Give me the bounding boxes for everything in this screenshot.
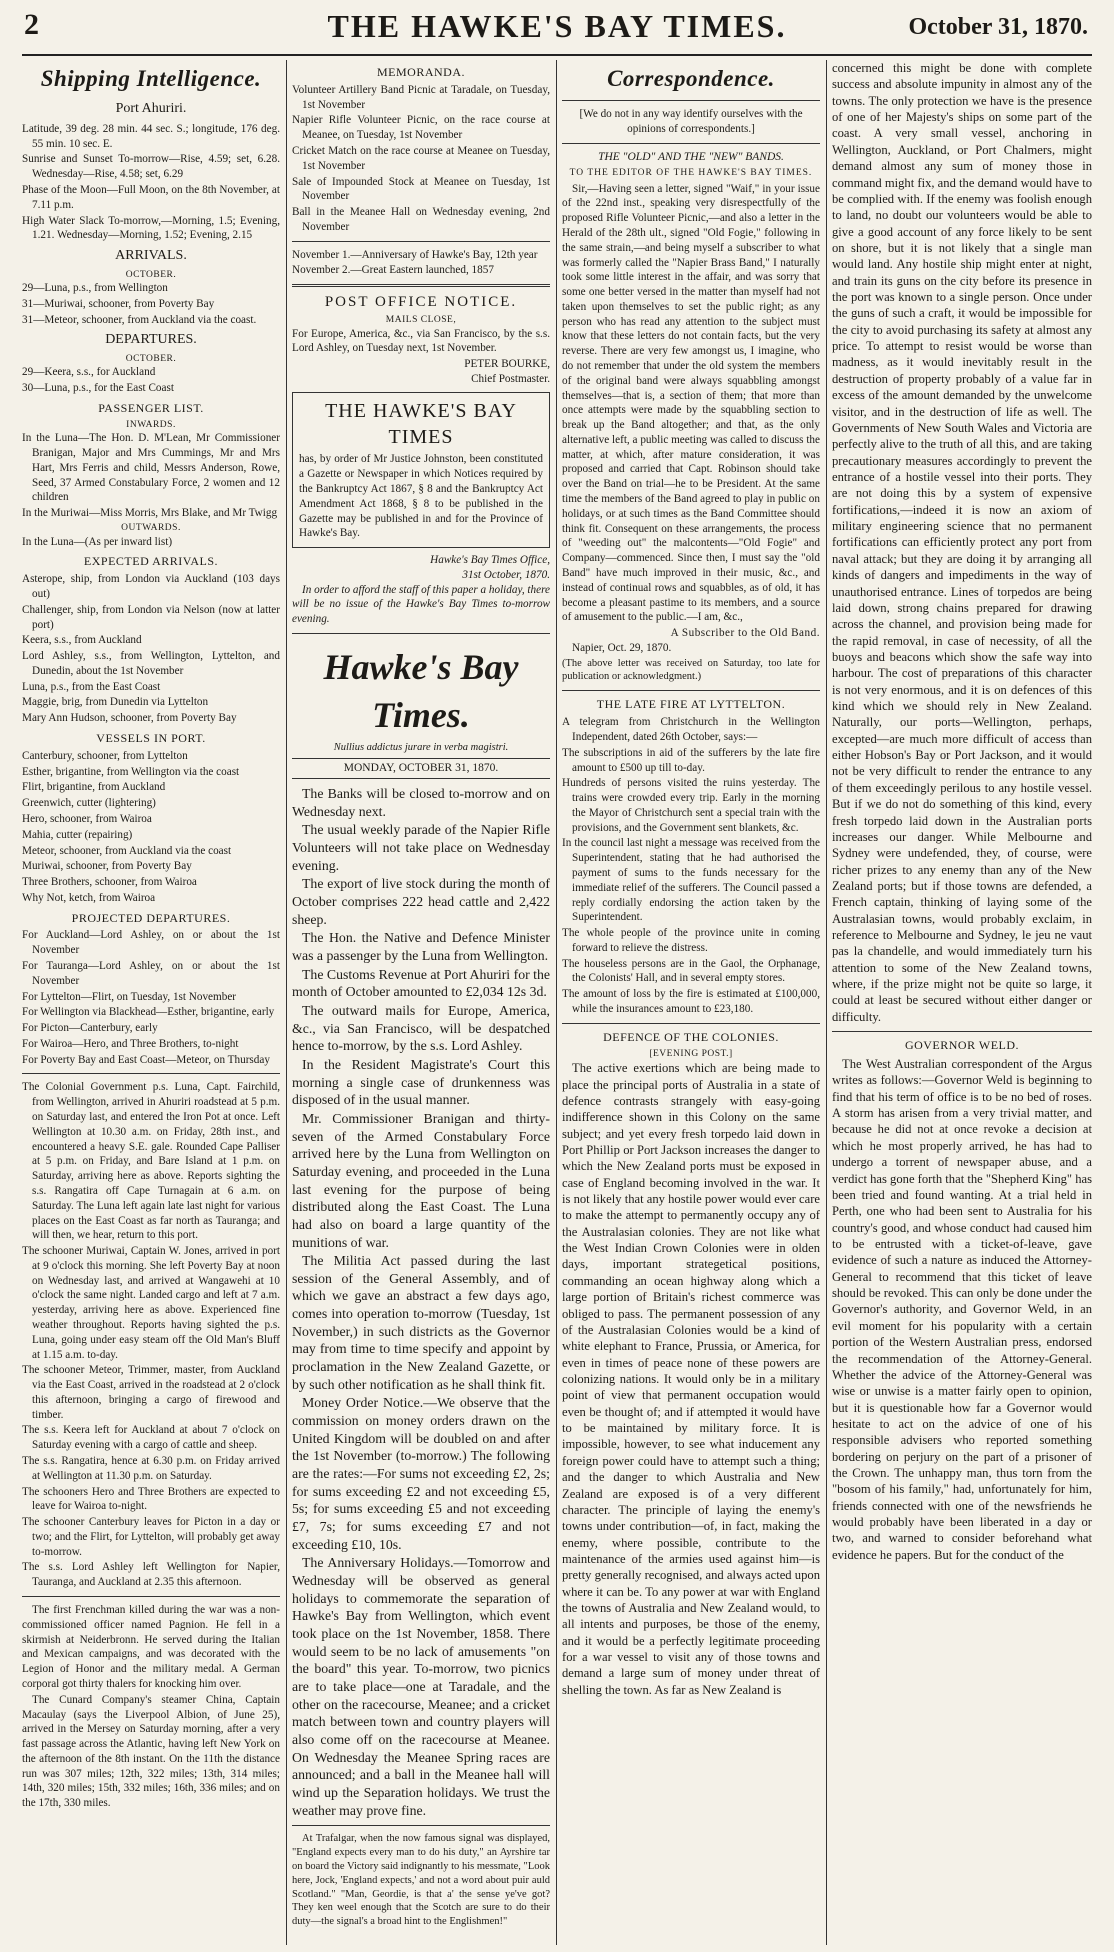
- editorial-paragraph: Mr. Commissioner Branigan and thirty-seven of the Armed Constabulary Force arrived here by the Luna from Wellington on Saturday evening, and proceeded in the Luna last evening for the purpose of being distributed along the East Coast. The Luna had also on board a large quantity of the munitions of war.: [292, 1110, 550, 1250]
- shipping-reports: [22, 1080, 280, 1590]
- anniversary-item: November 2.—Great Eastern launched, 1857: [292, 264, 494, 277]
- letter-place: Napier, Oct. 29, 1870.: [572, 641, 672, 654]
- port-heading: Port Ahuriri.: [115, 101, 187, 117]
- editorial-paragraph: Money Order Notice.—We observe that the commission on money orders drawn on the United Kingdom will be doubled on and after the 1st November (to-morrow.) The following are the rates:—For sums not exceeding £2, 2s; for sums exceeding £2 and not exceeding £5, 5s; for sums exceeding £5 and not exceeding £7, 7s; for sums exceeding £7 and not exceeding £10, 10s.: [292, 1395, 550, 1552]
- port-info: [22, 122, 280, 243]
- holiday-notice: In order to afford the staff of this paper a holiday, there will be no issue of the Hawke's Bay Times to-morrow evening.: [292, 583, 550, 626]
- fire-paragraph: The whole people of the province unite in coming forward to relieve the distress.: [562, 927, 820, 954]
- divider: [832, 1031, 1092, 1032]
- editorial-paragraph: The outward mails for Europe, America, &c., via San Francisco, will be despatched hence to-morrow, by the s.s. Lord Ashley.: [292, 1002, 550, 1054]
- divider: [292, 241, 550, 242]
- motto: Nullius addictus jurare in verba magistri.: [333, 742, 509, 754]
- divider: [292, 633, 550, 634]
- vessel-in-port: Three Brothers, schooner, from Wairoa: [22, 876, 197, 889]
- letter-body: Sir,—Having seen a letter, signed "Waif," in your issue of the 22nd inst., speaking very disrespectfully of the proposed Rifle Volunteer Picnic,—and also a letter in the Herald of the 28th ult., signed "Old Fogie," following in the same strain,—and being myself a subscriber to what was formerly called the "Napier Brass Band," I naturally took some little interest in the affair, and was sorry that some one better versed in the matter than myself had not taken upon themselves to set the public right; as any person who has read any attention to the subject must know that these letters do not contain facts, but the very reverse. There are very few amongst us, I imagine, who do not remember that under the old system the members of the original band were always squabbling amongst themselves—that is, a section of them; that more than once attempts were made by the squabbling section to break up the Band altogether; and that, as the only alternative left, a public meeting was called to discuss the matter, at which, after mature consideration, it was proposed and carried that Capt. Robinson should take over the Band on trial—he to be President. At the same time the members of the Band agreed to play in public on holidays, or at such times as the Band Committee should think fit. Consequent on these arrangements, the process of "weeding out" the malcontents—"Old Fogie" and Company—commenced. Since then, I must say the "old Band" have much improved in their music, &c., and instead of continual rows and squabbles, as of old, it has become a pleasant pastime to its members, and a source of amusement to the public.—I am, &c.,: [562, 182, 820, 624]
- divider: [22, 1596, 280, 1597]
- projected-item: For Picton—Canterbury, early: [22, 1022, 158, 1035]
- editorial-paragraphs: [292, 785, 550, 1819]
- cunard-paragraph: The Cunard Company's steamer China, Captain Macaulay (says the Liverpool Albion, of June 25), arrived in the Mersey on Saturday morning, after a very fast passage across the Atlantic, having left New York on the afternoon of the 8th instant. On the 11th the distance run was 307 miles; 12th, 322 miles; 13th, 314 miles; 14th, 320 miles; 15th, 332 miles; 16th, 336 miles; and on the 17th, 330 miles.: [22, 1693, 280, 1810]
- letter-to: TO THE EDITOR OF THE HAWKE'S BAY TIMES.: [569, 168, 813, 179]
- arrivals-month: OCTOBER.: [125, 269, 177, 280]
- letter-signature: A Subscriber to the Old Band.: [670, 627, 820, 640]
- nameplate: Hawke's Bay Times.: [323, 647, 519, 735]
- shipping-report: The schooner Canterbury leaves for Picton in a day or two; and the Flirt, for Lyttelton, will probably get away to-morrow.: [22, 1516, 280, 1558]
- expected-item: Lord Ashley, s.s., from Wellington, Lyttelton, and Dunedin, about the 1st November: [22, 650, 280, 677]
- port-info-line: High Water Slack To-morrow,—Morning, 1.5; Evening, 1.21. Wednesday—Morning, 1.52; Evening, 2.15: [22, 214, 280, 242]
- departures-heading: DEPARTURES.: [105, 332, 197, 348]
- office-line: Hawke's Bay Times Office,: [430, 554, 550, 567]
- projected-item: For Tauranga—Lord Ashley, on or about the 1st November: [22, 960, 280, 987]
- inward-passengers: In the Luna—The Hon. D. M'Lean, Mr Commissioner Branigan, Major and Mrs Cummings, Mr and Mrs Hart, Mrs Ferris and child, Messrs Anderson, Rowe, Seed, 37 Armed Constabulary Force, 2 women and 12 children: [22, 432, 280, 504]
- shipping-report: The s.s. Rangatira, hence at 6.30 p.m. on Friday arrived at Wellington at 11.30 p.m. on Saturday.: [22, 1455, 280, 1482]
- divider: [292, 1825, 550, 1826]
- expected-list: [22, 572, 280, 726]
- departures-month: OCTOBER.: [125, 353, 177, 364]
- defence-heading: DEFENCE OF THE COLONIES.: [603, 1029, 779, 1044]
- gazette-notice-title: THE HAWKE'S BAY TIMES: [325, 399, 517, 449]
- projected-item: For Poverty Bay and East Coast—Meteor, on Thursday: [22, 1053, 270, 1066]
- issue-date: October 31, 1870.: [908, 14, 1088, 40]
- post-office-heading: POST OFFICE NOTICE.: [324, 294, 518, 311]
- defence-body: The active exertions which are being made to place the principal ports of Australia in a state of defence contrasts strangely with easy-going indifference shown in this Colony on the same subject; and yet every fresh torpedo laid down in Port Phillip or Port Jackson increases the danger to which the New Zealand ports must be exposed in case of England becoming involved in the war. It is not likely that any hostile power would ever care to make the attempt to permanently occupy any of the Australasian colonies. They are not like what the West Indian Crown Colonies were in olden days, important strategetical positions, commanding an ocean highway along which a large portion of Britain's richest commerce was obliged to pass. The permanent possession of any of the Australasian Colonies would be a kind of white elephant to France, Prussia, or America, for even in times of peace none of these powers are colonizing nations. It would only be in a military point of view that permanent occupation would even be thought of; and if attempted it would have to be maintained by military force. It is impossible, however, to see what inducement any foreign power could have to attempt such a thing; and the danger to which Australia and New Zealand are exposed is of a very different character. The principle of laying the enemy's towns under contribution—of, in fact, making the enemy, where possible, contribute to the maintenance of the armies used against him—is pretty generally recognised, and always acted upon where it can be. To any power at war with England the towns of Australia and New Zealand would, to all intents and purposes, be those of the enemy, and it would be a perfectly legitimate proceeding for a war vessel to visit any of those towns and demand a large sum of money under threat of shelling the town. As far as New Zealand is: [562, 1061, 820, 1697]
- trafalgar-paragraph: At Trafalgar, when the now famous signal was displayed, "England expects every man to do his duty," an Ayrshire tar on board the Victory said indignantly to his messmate, "Look here, Jock, 'England expects,' and not a word about puir auld Scotland." "Man, Geordie, is that a' the sense ye've got? They ken weel enough that the Scotch are sure to do their duty—the signal's a broad hint to the Englishmen!": [292, 1833, 550, 1928]
- in-port-heading: VESSELS IN PORT.: [96, 730, 206, 745]
- shipping-report: The s.s. Keera left for Auckland at about 7 o'clock on Saturday evening with a cargo of cattle and sheep.: [22, 1424, 280, 1452]
- projected-item: For Auckland—Lord Ashley, on or about the 1st November: [22, 929, 280, 957]
- divider: [562, 100, 820, 101]
- editorial-paragraph: The Customs Revenue at Port Ahuriri for the month of October amounted to £2,034 12s 3d.: [292, 966, 550, 1000]
- editorial-paragraph: The Anniversary Holidays.—Tomorrow and Wednesday will be observed as general holidays to commemorate the separation of Hawke's Bay from Wellington, which event took place on the 1st November, 1858. There would seem to be no lack of amusements "on the board" this year. To-morrow, two picnics are to take place—one at Taradale, and the other on the racecourse, Meanee; and a cricket match between town and country players will also come off on the racecourse at Meanee. On Wednesday the Meanee Spring races are announced; and a ball in the Meanee hall will wind up the Separation holidays. We trust the weather may prove fine.: [292, 1555, 550, 1818]
- frenchman-paragraph: The first Frenchman killed during the war was a non-commissioned officer named Pagnion. He fell in a skirmish at Neiderbronn. He served during the Italian and Mexican campaigns, and was decorated with the Legion of Honor and the military medal. A German corporal got thirty thalers for knocking him over.: [22, 1604, 280, 1690]
- arrivals-heading: ARRIVALS.: [115, 248, 187, 264]
- column-shipping: [22, 60, 280, 1945]
- defence-continued: concerned this might be done with complete success and absolute impunity in almost any of the towns. The only protection we have is the presence of one of her Majesty's ships on some part of the coast. A very small vessel, anchoring in Wellington, Auckland, or Port Chalmers, might demand almost any sum of money those in command might fix, and the demand would have to be complied with. If the enemy was foolish enough to land, no doubt our volunteers would be able to give a good account of any force likely to be sent on shore, but it is not likely that a single man would land. Any hostile ship might enter at night, and train its guns on the city before its presence in the port was known to a single person. Once under the guns of such a craft, it would be impossible for the city to avoid purchasing its safety at almost any price. To attempt to resist would be worse than madness, as it would inevitably result in the destruction of property probably of a value far in excess of the amount demanded by the unwelcome visitor, and in the destruction of life as well. The Governments of New South Wales and Victoria are perfectly alive to the truth of all this, and are taking precautionary measures accordingly to prevent the entrance of a hostile vessel into their ports. They are not doing this by a system of expensive fortifications,—indeed it is now an axiom of military engineering science that no permanent fortifications can efficiently protect any port from naval attack; but they are doing it by arranging all kinds of dangers and impediments in the way of unauthorised entrance. Lines of torpedos are being laid down, strong chains prepared for drawing across the channel, and provision being made for the rapid removal, in case of necessity, of all the buoys and beacons which show the safe way into harbour. The cost of preparations of this character is not very enormous, and it is on defences of this kind which we should rely in New Zealand. Naturally, our ports—Wellington, perhaps, excepted—are much more difficult of access than either Hobson's Bay or Port Jackson, and it would not be very difficult to render the entrance to any of them exceedingly perilous to any hostile vessel. But if we do not do something of this kind, every fresh torpedo laid down in the Australian ports increases our danger. While Melbourne and Sydney were undefended, they, of course, were richer prizes to any enemy than any of the New Zealand ports; but if those towns are defended, a French captain, thinking of laying some of the Australasian towns, would probably exclaim, in reference to Melbourne and Sydney, le jeu ne vaut pas la chandelle, and would immediately turn his attention to some of the New Zealand towns, where, if the prize might not be quite so large, it could at least be secured without either danger or difficulty.: [832, 61, 1092, 1024]
- fire-heading: THE LATE FIRE AT LYTTELTON.: [596, 697, 786, 712]
- arrival-item: 31—Muriwai, schooner, from Poverty Bay: [22, 297, 215, 310]
- shipping-heading: Shipping Intelligence.: [40, 66, 262, 91]
- fire-paragraphs: [562, 715, 820, 1017]
- expected-item: Challenger, ship, from London via Nelson (now at latter port): [22, 603, 280, 631]
- port-info-line: Latitude, 39 deg. 28 min. 44 sec. S.; longitude, 176 deg. 55 min. 10 sec. E.: [22, 122, 280, 150]
- expected-item: Maggie, brig, from Dunedin via Lyttelton: [22, 696, 209, 709]
- outwards-label: OUTWARDS.: [121, 523, 181, 534]
- shipping-report: The schooners Hero and Three Brothers are expected to leave for Wairoa to-night.: [22, 1485, 280, 1513]
- weld-body: The West Australian correspondent of the Argus writes as follows:—Governor Weld is beginning to find that his term of office is to be no bed of roses. A storm has arisen from a very trivial matter, and because he did not at once revoke a decision at which he most properly arrived, he has had to undergo a torrent of newspaper abuse, and a verdict has gone forth that the "Shepherd King" has been tried and found wanting. At a trial held in Perth, one who had been sent to Australia for his country's good, and whose conduct had caused him to be entrusted with a ticket-of-leave, gave evidence of such a nature as induced the Attorney-General to recommend that this ticket of leave should be revoked. This can only be done under the Governor's authority, and Governor Weld, in an evil moment for his popularity with a certain portion of the Western Australian press, endorsed the recommendation of the Attorney-General. Whether the advice of the Attorney-General was wise or unwise is a matter fairly open to opinion, but it is questionable how far a Governor would hesitate to act on the advice of one of his responsible advisers who reported something bordering on perjury on the part of a prisoner of the Crown. The unhappy man, thus torn from the "bosom of his family," had, unfortunately for him, friends connected with one of the newsfriends he would probably have been liberated in a day or two, and warned to consider beforehand what evidence he papers. But for the conduct of the: [832, 1057, 1092, 1562]
- editorial-paragraph: The Hon. the Native and Defence Minister was a passenger by the Luna from Wellington.: [292, 930, 550, 963]
- editorial-paragraph: The export of live stock during the month of October comprises 222 head cattle and 2,422 sheep.: [292, 876, 550, 927]
- outwards-list: [22, 535, 280, 550]
- port-info-line: Phase of the Moon—Full Moon, on the 8th November, at 7.11 p.m.: [22, 183, 280, 211]
- column-rule: [556, 60, 557, 1945]
- vessel-in-port: Greenwich, cutter (lightering): [22, 797, 156, 810]
- departure-item: 29—Keera, s.s., for Auckland: [22, 366, 156, 379]
- port-info-line: Sunrise and Sunset To-morrow—Rise, 4.59; set, 6.28. Wednesday—Rise, 4.58; set, 6.29: [22, 153, 280, 181]
- paper-title: THE HAWKE'S BAY TIMES.: [327, 8, 787, 44]
- vessel-in-port: Hero, schooner, from Wairoa: [22, 812, 152, 825]
- memoranda-item: Napier Rifle Volunteer Picnic, on the race course at Meanee, on Tuesday, 1st November: [292, 114, 550, 142]
- gazette-notice-box: [292, 392, 550, 548]
- inwards-label: INWARDS.: [126, 419, 176, 430]
- expected-item: Mary Ann Hudson, schooner, from Poverty Bay: [22, 712, 237, 725]
- column-rule: [826, 60, 827, 1945]
- arrival-item: 31—Meteor, schooner, from Auckland via the coast.: [22, 313, 257, 326]
- letter-note: (The above letter was received on Saturday, too late for publication or acknowledgment.): [562, 657, 820, 683]
- expected-heading: EXPECTED ARRIVALS.: [83, 554, 219, 569]
- divider: [562, 690, 820, 691]
- vessel-in-port: Esther, brigantine, from Wellington via the coast: [22, 765, 240, 778]
- masthead: [22, 6, 1092, 56]
- columns: [22, 60, 1092, 1945]
- projected-list: [22, 928, 280, 1067]
- projected-item: For Wairoa—Hero, and Three Brothers, to-night: [22, 1037, 239, 1050]
- vessel-in-port: Meteor, schooner, from Auckland via the coast: [22, 844, 232, 857]
- memoranda-heading: MEMORANDA.: [376, 65, 465, 79]
- memoranda-item: Cricket Match on the race course at Meanee on Tuesday, 1st November: [292, 144, 550, 172]
- memoranda-item: Volunteer Artillery Band Picnic at Taradale, on Tuesday, 1st November: [292, 83, 550, 111]
- memoranda-item: Sale of Impounded Stock at Meanee on Tuesday, 1st November: [292, 175, 550, 203]
- inward-passengers: In the Muriwai—Miss Morris, Mrs Blake, and Mr Twigg: [22, 507, 278, 520]
- in-port-list: [22, 749, 280, 906]
- anniversaries-list: [292, 248, 550, 279]
- column-correspondence: [562, 60, 820, 1945]
- fire-paragraph: A telegram from Christchurch in the Wellington Independent, dated 26th October, says:—: [562, 716, 820, 743]
- vessel-in-port: Flirt, brigantine, from Auckland: [22, 781, 166, 794]
- memoranda-item: Ball in the Meanee Hall on Wednesday evening, 2nd November: [292, 206, 550, 233]
- shipping-report: The schooner Meteor, Trimmer, master, from Auckland via the East Coast, arrived in the roadstead at 2 o'clock this afternoon, bringing a cargo of firewood and timber.: [22, 1364, 280, 1421]
- shipping-report: The schooner Muriwai, Captain W. Jones, arrived in port at 9 o'clock this morning. She left Poverty Bay at noon on Wednesday last, and arrived at Wangawehi at 10 o'clock the same night. Landed cargo and left at 7 a.m. yesterday, arriving here as above. Experienced fine weather throughout. Reports having sighted the p.s. Luna, going under easy steam off the Old Man's Bluff at 1.15 a.m. to-day.: [22, 1245, 280, 1361]
- editorial-paragraph: In the Resident Magistrate's Court this morning a single case of drunkenness was disposed of in the usual manner.: [292, 1056, 550, 1108]
- departure-item: 30—Luna, p.s., for the East Coast: [22, 382, 174, 395]
- post-office-signature: PETER BOURKE,: [464, 358, 550, 371]
- shipping-report: The Colonial Government p.s. Luna, Capt. Fairchild, from Wellington, arrived in Ahuriri roadstead at 5 p.m. on Saturday last, and entered the Iron Pot at once. Left Wellington at 10.30 a.m. on Friday, 28th inst., and encountered a heavy S.E. gale. Rounded Cape Palliser at 5 p.m. on Friday, and Bare Island at 1 p.m. on Saturday, arriving here as above. Reports sighting the s.s. Rangatira off Cape Turnagain at 6 a.m. on Saturday. The Luna left again late last night for various places on the East Coast as far north as Tauranga; and will then, we hear, return to this port.: [22, 1081, 280, 1242]
- editorial-dateline: MONDAY, OCTOBER 31, 1870.: [292, 758, 550, 779]
- weld-heading: GOVERNOR WELD.: [904, 1038, 1020, 1053]
- fire-paragraph: The houseless persons are in the Gaol, the Orphanage, the Colonists' Hall, and in several empty stores.: [562, 957, 820, 985]
- vessel-in-port: Why Not, ketch, from Wairoa: [22, 891, 156, 904]
- letter-title: THE "OLD" AND THE "NEW" BANDS.: [598, 150, 784, 163]
- projected-item: For Lyttelton—Flirt, on Tuesday, 1st November: [22, 990, 237, 1003]
- correspondence-heading: Correspondence.: [607, 66, 775, 91]
- vessel-in-port: Canterbury, schooner, from Lyttelton: [22, 749, 188, 762]
- projected-heading: PROJECTED DEPARTURES.: [71, 910, 231, 925]
- departures-list: [22, 365, 280, 396]
- anniversary-item: November 1.—Anniversary of Hawke's Bay, 12th year: [292, 248, 538, 261]
- passenger-heading: PASSENGER LIST.: [98, 400, 204, 415]
- inwards-list: [22, 431, 280, 521]
- expected-item: Asterope, ship, from London via Auckland (103 days out): [22, 573, 280, 600]
- mails-close: MAILS CLOSE,: [385, 315, 457, 325]
- vessel-in-port: Mahia, cutter (repairing): [22, 828, 133, 841]
- fire-paragraph: Hundreds of persons visited the ruins yesterday. The trains were crowded every trip. Early in the morning the Mayor of Christchurch sent a special train with the provisions, and the Government sent blankets, &c.: [562, 777, 820, 834]
- fire-paragraph: The subscriptions in aid of the sufferers by the late fire amount to £500 up till to-day.: [562, 746, 820, 774]
- fire-paragraph: In the council last night a message was received from the Superintendent, stating that he had authorised the payment of sums to the funds necessary for the immediate relief of the sufferers. The Council passed a reply cordially endorsing the action taken by the Superintendent.: [562, 837, 820, 924]
- memoranda-list: [292, 83, 550, 235]
- divider: [562, 143, 820, 144]
- vessel-in-port: Muriwai, schooner, from Poverty Bay: [22, 860, 192, 873]
- divider: [562, 1023, 820, 1024]
- expected-item: Keera, s.s., from Auckland: [22, 634, 142, 647]
- disclaimer: [We do not in any way identify ourselves with the opinions of correspondents.]: [579, 108, 803, 136]
- projected-item: For Wellington via Blackhead—Esther, brigantine, early: [22, 1006, 275, 1019]
- gazette-notice-body: has, by order of Mr Justice Johnston, been constituted a Gazette or Newspaper in which Notices required by the Bankruptcy Act 1867, § 8 and the Bankruptcy Act Amendment Act 1868, § 8 to be published in the Gazette may be published in and for the Province of Hawke's Bay.: [299, 453, 543, 540]
- arrivals-list: [22, 281, 280, 327]
- column-editorial: [292, 60, 550, 1945]
- page-number: 2: [24, 8, 39, 41]
- editorial-paragraph: The Militia Act passed during the last session of the General Assembly, and of which we gave an abstract a few days ago, comes into operation to-morrow (Tuesday, 1st November,) in such districts as the Governor may from time to time specify and appoint by proclamation in the New Zealand Gazette, or by such other notification as he shall think fit.: [292, 1253, 550, 1392]
- defence-source: [EVENING POST.]: [649, 1048, 733, 1059]
- arrival-item: 29—Luna, p.s., from Wellington: [22, 282, 168, 295]
- column-defence-cont: [832, 60, 1092, 1945]
- divider: [292, 284, 550, 287]
- column-rule: [286, 60, 287, 1945]
- outward-passengers: In the Luna—(As per inward list): [22, 535, 173, 548]
- office-date: 31st October, 1870.: [462, 568, 550, 581]
- editorial-paragraph: The Banks will be closed to-morrow and on Wednesday next.: [292, 786, 550, 819]
- post-office-body: For Europe, America, &c., via San Francisco, by the s.s. Lord Ashley, on Tuesday next, 1st November.: [292, 327, 550, 355]
- divider: [22, 1073, 280, 1074]
- fire-paragraph: The amount of loss by the fire is estimated at £100,000, while the insurances amount to £23,180.: [562, 988, 820, 1016]
- editorial-paragraph: The usual weekly parade of the Napier Rifle Volunteers will not take place on Wednesday evening.: [292, 822, 550, 873]
- post-office-role: Chief Postmaster.: [471, 372, 550, 385]
- shipping-report: The s.s. Lord Ashley left Wellington for Napier, Tauranga, and Auckland at 2.35 this afternoon.: [22, 1561, 280, 1589]
- expected-item: Luna, p.s., from the East Coast: [22, 680, 161, 693]
